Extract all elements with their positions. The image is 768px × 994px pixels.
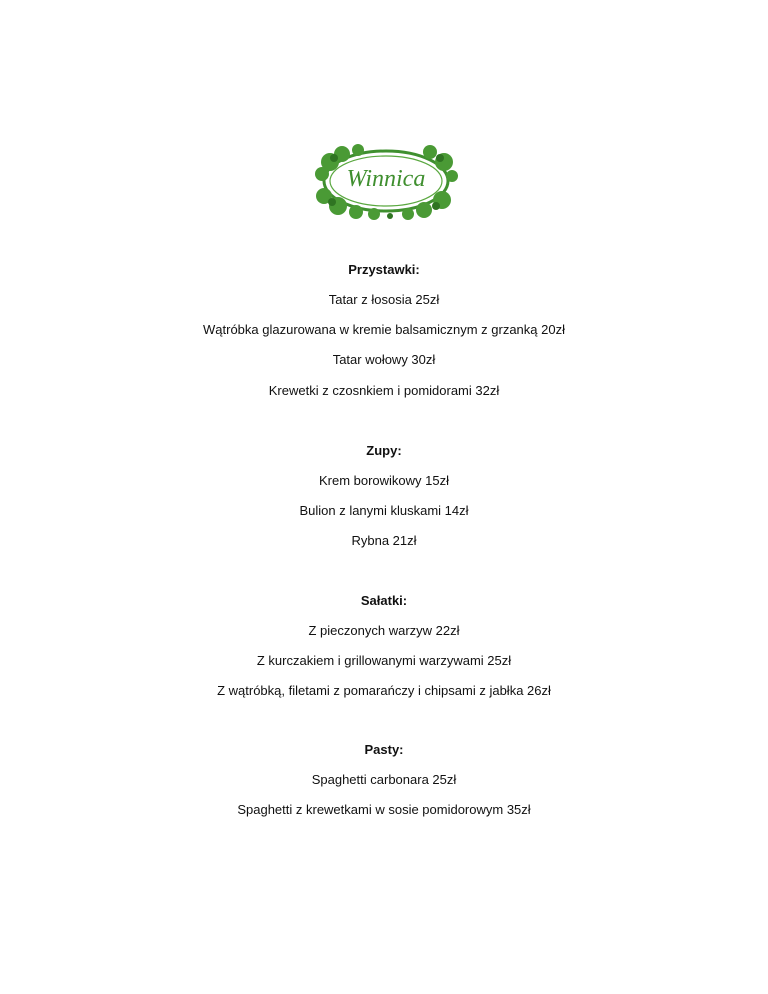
section-title-salatki: Sałatki:: [360, 593, 408, 608]
logo-text: Winnica: [346, 166, 426, 192]
menu-item: Rybna 21zł: [351, 533, 417, 548]
menu-item: Krewetki z czosnkiem i pomidorami 32zł: [268, 383, 500, 398]
menu-item: Z wątróbką, filetami z pomarańczy i chipsami z jabłka 26zł: [217, 683, 551, 698]
menu-item: Spaghetti z krewetkami w sosie pomidorowym 35zł: [237, 802, 531, 817]
menu-item: Tatar z łososia 25zł: [328, 292, 440, 307]
menu-item: Spaghetti carbonara 25zł: [311, 772, 457, 787]
section-title-zupy: Zupy:: [366, 443, 402, 458]
menu-item: Tatar wołowy 30zł: [332, 352, 436, 367]
menu-item: Z kurczakiem i grillowanymi warzywami 25zł: [256, 653, 512, 668]
section-title-przystawki: Przystawki:: [348, 262, 420, 277]
menu-item: Krem borowikowy 15zł: [318, 473, 450, 488]
section-title-pasty: Pasty:: [364, 742, 404, 757]
menu-item: Bulion z lanymi kluskami 14zł: [299, 503, 469, 518]
menu-item: Z pieczonych warzyw 22zł: [308, 623, 460, 638]
menu-item: Wątróbka glazurowana w kremie balsamicznym z grzanką 20zł: [203, 322, 565, 337]
restaurant-logo: [312, 140, 460, 222]
